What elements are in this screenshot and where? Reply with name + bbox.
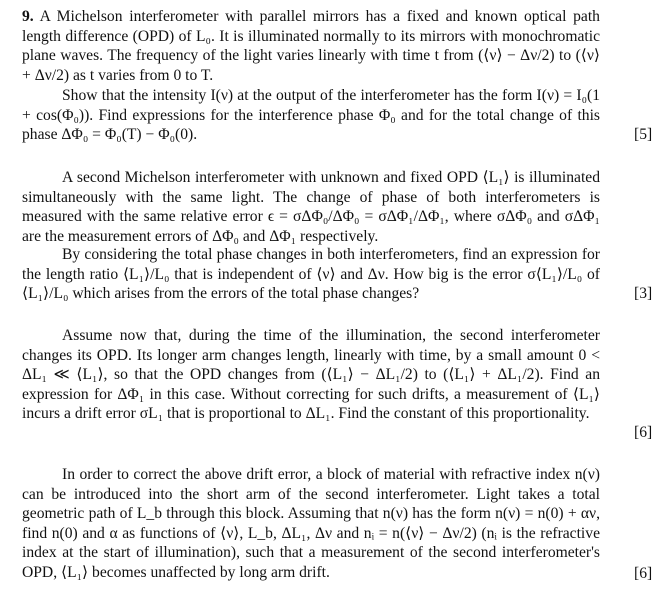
question-number: 9. xyxy=(22,8,34,25)
part1-paragraph1 xyxy=(22,7,600,85)
marks-part1: [5] xyxy=(634,126,653,143)
marks-part3: [6] xyxy=(634,424,653,441)
part2-paragraph1: A second Michelson interferometer with unknown and fixed OPD ⟨L₁⟩ is illuminated simultaneously with the same light. The change of phase of both interferometers is measured with the same relative error ϵ = σΔΦ₀/ΔΦ₀ = σΔΦ₁/ΔΦ₁, where σΔΦ₀ and σΔΦ₁ are the measurement errors of ΔΦ₀ and ΔΦ₁ respectively. xyxy=(22,169,600,245)
part4-paragraph: In order to correct the above drift error, a block of material with refractive index n(ν) can be introduced into the short arm of the second interferometer. Light takes a total geometric path of L_b through this block. Assuming that n(ν) has the form n(ν) = n(0) + αν, find n(0) and α as functions of ⟨ν⟩, L_b, ΔL₁, Δν and nᵢ = n(⟨ν⟩ − Δν/2) (nᵢ is the refractive index at the start of illumination), such that a measurement of the second interferometer's OPD, ⟨L₁⟩ becomes unaffected by long arm drift. xyxy=(22,466,600,581)
part1-text: A Michelson interferometer with parallel mirrors has a fixed and known optical path length difference (OPD) of L₀. It is illuminated normally to its mirrors with monochromatic plane waves. The frequency of the light varies linearly with time t from (⟨ν⟩ − Δν/2) to (⟨ν⟩ + Δν/2) as t varies from 0 to T. xyxy=(22,8,600,84)
marks-part2: [3] xyxy=(634,285,653,302)
part2-paragraph2: By considering the total phase changes in both interferometers, find an expression for the length ratio ⟨L₁⟩/L₀ that is independent of ⟨ν⟩ and Δν. How big is the error σ⟨L₁⟩/L₀ of ⟨L₁⟩/L₀ which arises from the errors of the total phase changes? xyxy=(22,246,600,303)
part1-paragraph2: Show that the intensity I(ν) at the output of the interferometer has the form I(ν) = I₀(1 + cos(Φ₀)). Find expressions for the interference phase Φ₀ and for the total change of this phase ΔΦ₀ = Φ₀(T) − Φ₀(0). xyxy=(22,87,600,144)
part3-paragraph: Assume now that, during the time of the illumination, the second interferometer changes its OPD. Its longer arm changes length, linearly with time, by a small amount 0 < ΔL₁ ≪ ⟨L₁⟩, so that the OPD changes from (⟨L₁⟩ − ΔL₁/2) to (⟨L₁⟩ + ΔL₁/2). Find an expression for ΔΦ₁ in this case. Without correcting for such drifts, a measurement of ⟨L₁⟩ incurs a drift error σL₁ that is proportional to ΔL₁. Find the constant of this proportionality. xyxy=(22,327,600,423)
marks-part4: [6] xyxy=(634,565,653,582)
